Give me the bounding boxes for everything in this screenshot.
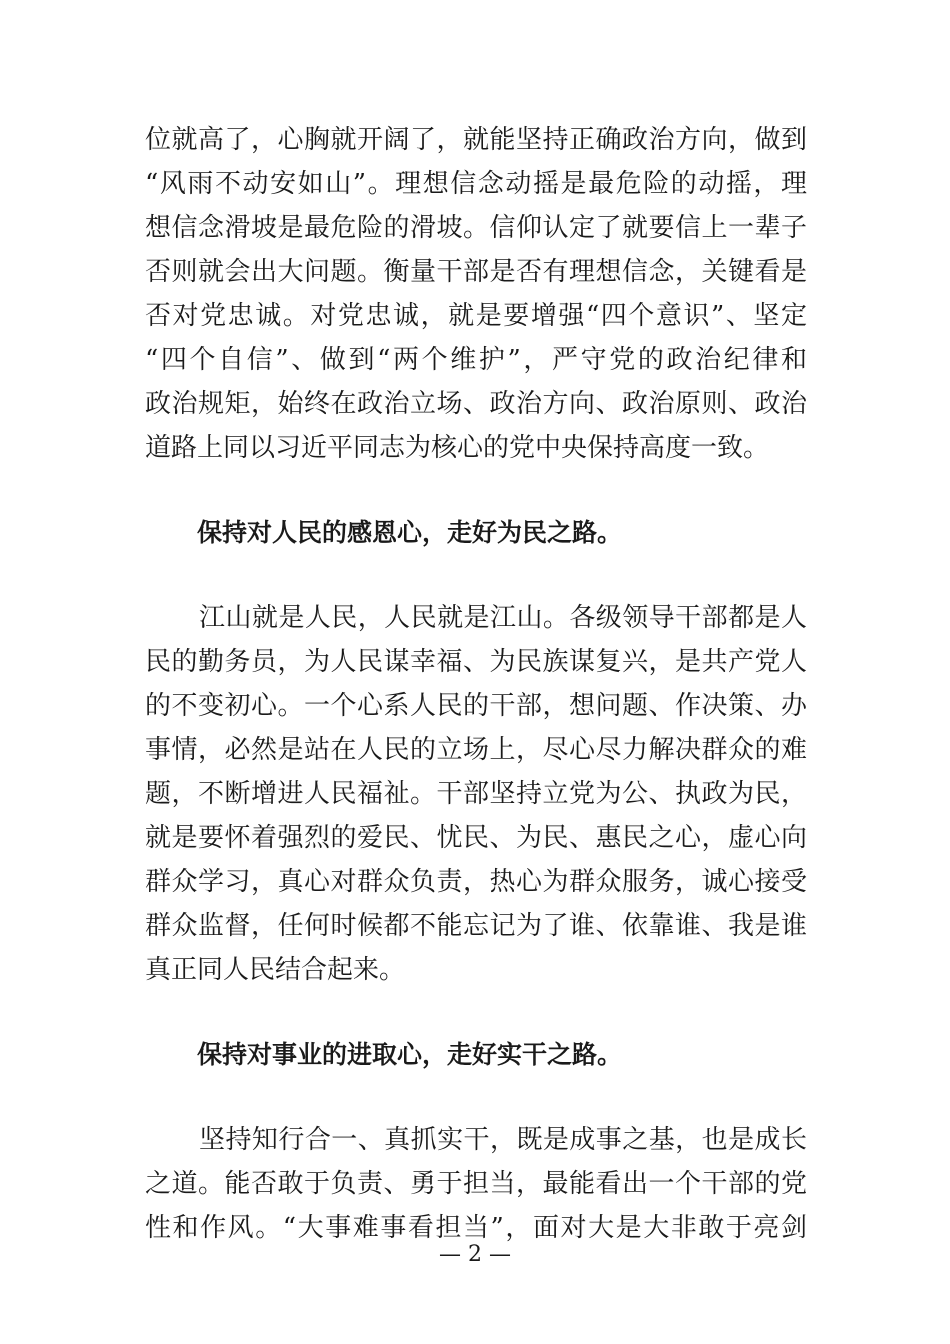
text-line: “四个自信”、做到“两个维护”，严守党的政治纪律和: [145, 345, 807, 375]
text-line: 题，不断增进人民福祉。干部坚持立党为公、执政为民，: [145, 779, 807, 809]
section-heading-people: 保持对人民的感恩心，走好为民之路。: [197, 518, 623, 547]
text-line: 位就高了，心胸就开阔了，就能坚持正确政治方向，做到: [145, 125, 807, 155]
section-heading-career: 保持对事业的进取心，走好实干之路。: [197, 1040, 623, 1069]
text-line: 坚持知行合一、真抓实干，既是成事之基，也是成长: [199, 1125, 807, 1155]
text-line: 群众学习，真心对群众负责，热心为群众服务，诚心接受: [145, 867, 807, 897]
text-line: 之道。能否敢于负责、勇于担当，最能看出一个干部的党: [145, 1169, 807, 1199]
page-number: — 2 —: [439, 1242, 511, 1267]
text-line: 真正同人民结合起来。: [145, 955, 406, 985]
text-line: 政治规矩，始终在政治立场、政治方向、政治原则、政治: [145, 389, 807, 419]
text-line: 道路上同以习近平同志为核心的党中央保持高度一致。: [145, 433, 770, 463]
text-line: 江山就是人民，人民就是江山。各级领导干部都是人: [199, 603, 807, 633]
text-line: 群众监督，任何时候都不能忘记为了谁、依靠谁、我是谁: [145, 911, 807, 941]
paragraph-ideals: [145, 118, 807, 470]
page-body: [145, 118, 807, 1291]
text-line: “风雨不动安如山”。理想信念动摇是最危险的动摇，理: [145, 169, 807, 199]
paragraph-people: [145, 596, 807, 992]
text-line: 性和作风。“大事难事看担当”，面对大是大非敢于亮剑: [145, 1213, 807, 1243]
text-line: 否对党忠诚。对党忠诚，就是要增强“四个意识”、坚定: [145, 301, 807, 331]
text-line: 事情，必然是站在人民的立场上，尽心尽力解决群众的难: [145, 735, 807, 765]
text-line: 就是要怀着强烈的爱民、忧民、为民、惠民之心，虚心向: [145, 823, 807, 853]
paragraph-career: [145, 1118, 807, 1250]
text-line: 民的勤务员，为人民谋幸福、为民族谋复兴，是共产党人: [145, 647, 807, 677]
text-line: 否则就会出大问题。衡量干部是否有理想信念，关键看是: [145, 257, 807, 287]
text-line: 想信念滑坡是最危险的滑坡。信仰认定了就要信上一辈子: [145, 213, 807, 243]
text-line: 的不变初心。一个心系人民的干部，想问题、作决策、办: [145, 691, 807, 721]
